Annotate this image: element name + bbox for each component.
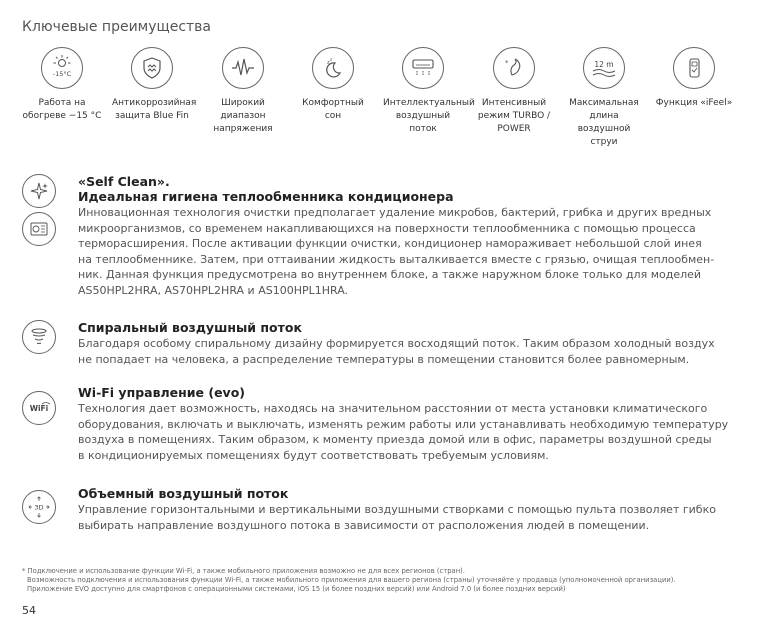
section-spiral-airflow <box>22 320 762 370</box>
turbo-power-icon <box>493 47 535 89</box>
wifi-icon-text: WiFi <box>29 404 49 413</box>
feature-smart-airflow <box>383 47 475 136</box>
feature-label: Интенсивный режим TURBO / POWER <box>477 98 551 134</box>
feature-turbo <box>474 47 554 136</box>
feature-label: Функция «iFeel» <box>655 98 733 108</box>
smart-airflow-icon <box>402 47 444 89</box>
section-body: Благодаря особому спиральному дизайну формируется восходящий поток. Таким образом холодный воздух не попадает на человека, а распределение температуры в помещении становится более равномерным. <box>78 337 715 366</box>
sparkle-icon <box>22 174 56 208</box>
svg-text:z: z <box>327 60 330 66</box>
feature-icon-text: 12 m <box>594 60 614 69</box>
section-body: Управление горизонтальными и вертикальными воздушными створками с помощью пульта позволяет гибко выбирать направление воздушного потока в зависимости от расположения людей в помещении. <box>78 503 716 532</box>
3d-airflow-icon <box>22 490 56 524</box>
feature-label: Антикоррозийная защита Blue Fin <box>112 98 197 121</box>
feature-label: Интеллектуальный воздушный поток <box>383 98 475 134</box>
3d-icon-text: 3D <box>34 503 44 512</box>
feature-label: Максимальная длина воздушной струи <box>569 98 639 147</box>
section-heading: Спиральный воздушный поток <box>78 320 302 335</box>
footnote: * Подключение и использование функции Wi-Fi, а также мобильного приложения возможно не для всех регионов (стран). Возможность подключения и использования функции Wi-Fi, а также мобильного приложения для вашего региона (страны) уточняйте у продавца (уполномоченной организации). Приложение EVO доступно для смартфонов с операционными системами, iOS 15 (и более поздних версий) или Android 7.0 (и более поздних версий) <box>22 567 676 593</box>
tornado-icon <box>22 320 56 354</box>
feature-air-distance <box>564 47 644 149</box>
section-heading: «Self Clean». <box>78 174 170 189</box>
feature-label: Широкий диапазон напряжения <box>213 98 273 134</box>
feature-icon-text: -15°C <box>52 70 72 78</box>
feature-ifeel <box>654 47 734 110</box>
section-wifi-control <box>22 385 762 465</box>
feature-bluefin <box>112 47 197 123</box>
section-self-clean <box>22 174 762 304</box>
ifeel-remote-icon <box>673 47 715 89</box>
feature-icons-row <box>22 47 762 147</box>
svg-text:*: * <box>505 59 509 67</box>
heat-exchanger-icon <box>22 212 56 246</box>
wifi-icon <box>22 391 56 425</box>
shield-icon <box>131 47 173 89</box>
section-heading: Объемный воздушный поток <box>78 486 289 501</box>
voltage-wave-icon <box>222 47 264 89</box>
feature-label: Работа на обогреве −15 °C <box>22 98 102 121</box>
section-heading: Wi-Fi управление (evo) <box>78 385 246 400</box>
section-body: Инновационная технология очистки предполагает удаление микробов, бактерий, грибка и других вредных микроорганизмов, со временем накапливающихся на поверхности теплообменника с помощью процесса терморасширения. После активации функции очистки, кондиционер намораживает небольшой слой инея на теплообменнике. Затем, при оттаивании жидкость выталкивается вместе с грязью, очищая теплообмен- ник. Данная функция предусмотрена во внутреннем блоке, а также наружном блоке только для моделей AS50HPL2HRA, AS70HPL2HRA и AS100HPL1HRA. <box>78 206 715 297</box>
sleep-moon-icon <box>312 47 354 89</box>
feature-sleep <box>293 47 373 123</box>
feature-voltage <box>203 47 283 136</box>
section-body: Технология дает возможность, находясь на значительном расстоянии от места установки климатического оборудования, включать и выключать, изменять режим работы или устанавливать необходимую температуру воздуха в помещениях. Таким образом, к моменту приезда домой или в офис, параметры воздушной среды в кондиционируемых помещениях будут соответствовать требуемым условиям. <box>78 402 729 462</box>
section-3d-airflow <box>22 486 762 536</box>
svg-text:z: z <box>330 57 333 62</box>
page-number: 54 <box>22 604 36 617</box>
sun-snowflake-icon <box>41 47 83 89</box>
air-distance-icon <box>583 47 625 89</box>
page-title: Ключевые преимущества <box>22 19 212 35</box>
feature-label: Комфортный сон <box>302 98 364 121</box>
feature-heating <box>22 47 102 123</box>
section-subheading: Идеальная гигиена теплообменника кондиционера <box>78 189 454 204</box>
